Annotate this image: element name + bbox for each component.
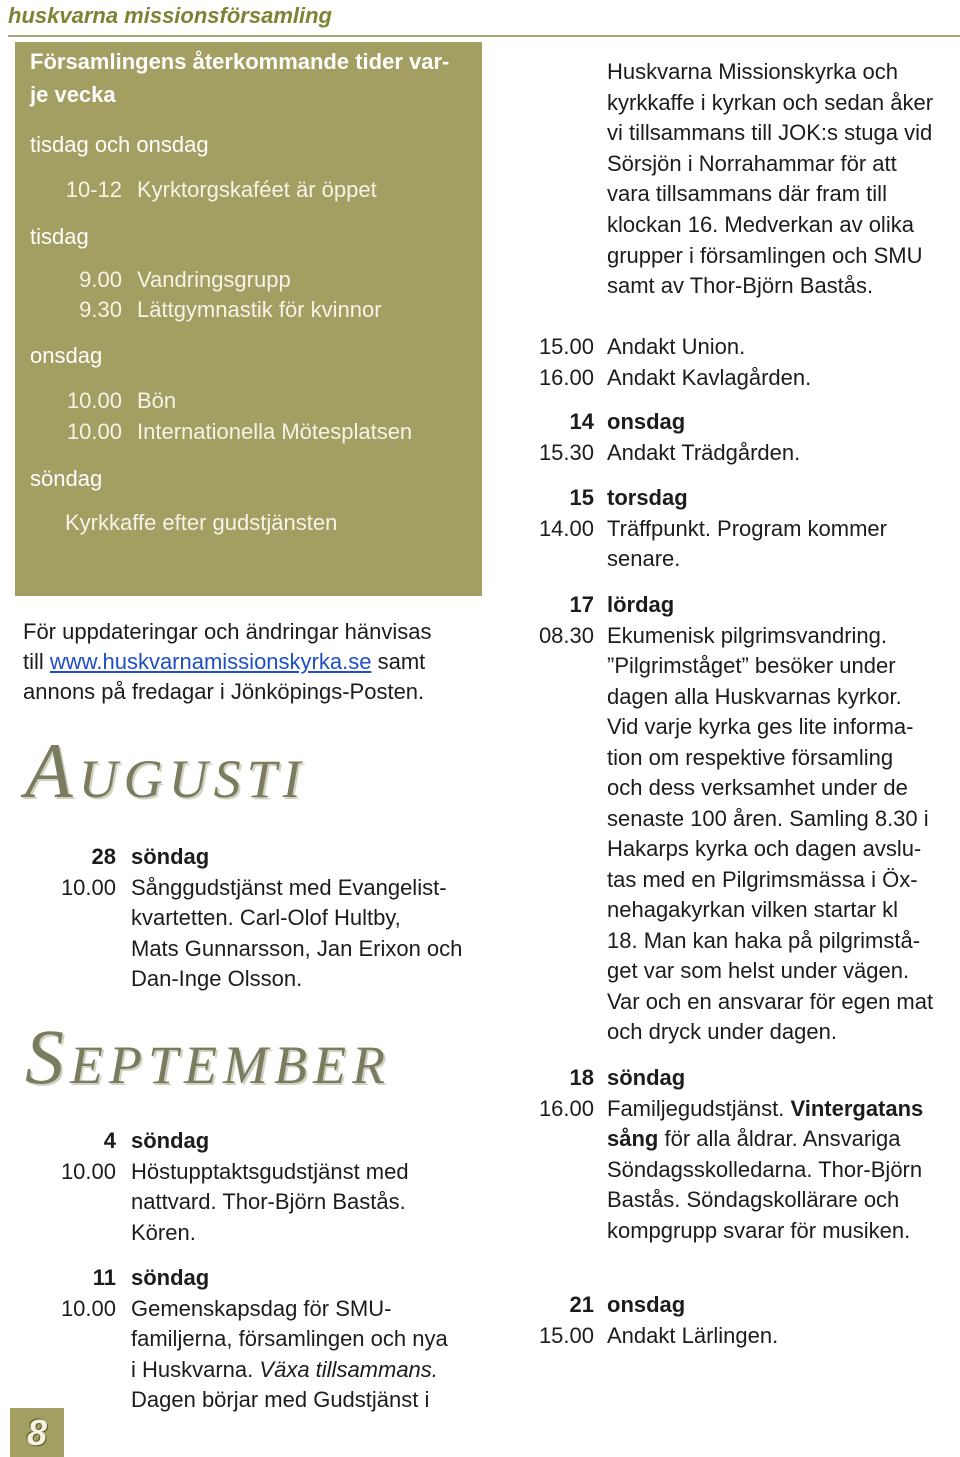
event	[480, 363, 811, 394]
event-line	[607, 1094, 923, 1125]
notice-text: till	[23, 649, 44, 674]
day-number: 17	[569, 592, 594, 617]
event-time: 15.00	[538, 334, 594, 359]
weekday: lördag	[607, 592, 675, 617]
recurring-item-time: 10.00	[66, 388, 122, 413]
day-header	[0, 1126, 409, 1157]
recurring-item	[15, 386, 176, 416]
event-line: Träffpunkt. Program kommer	[607, 515, 887, 541]
recurring-day: tisdag och onsdag	[30, 132, 209, 157]
recurring-times-box	[15, 42, 482, 596]
day-number: 11	[92, 1265, 116, 1290]
notice-line	[23, 647, 431, 677]
event-line: senare.	[607, 546, 681, 571]
event-time: 15.00	[538, 1322, 594, 1348]
event-highlight: Vintergatans	[790, 1095, 924, 1121]
day-header	[480, 407, 800, 438]
event-line: kompgrupp svarar för musiken.	[607, 1217, 911, 1243]
event-line: Gemenskapsdag för SMU-	[131, 1295, 392, 1321]
event-text	[607, 363, 811, 394]
day-header	[0, 1263, 448, 1294]
recurring-item	[15, 175, 377, 205]
day-entry-11	[0, 1263, 448, 1416]
event-time: 10.00	[60, 1295, 116, 1321]
recurring-day: onsdag	[30, 343, 103, 368]
weekday: söndag	[131, 844, 210, 869]
event-line: Sånggudstjänst med Evangelist-	[131, 874, 447, 900]
event-time: 14.00	[538, 515, 594, 541]
weekday: torsdag	[607, 485, 688, 510]
event-line: familjerna, församlingen och nya	[131, 1326, 448, 1351]
event-line: Höstupptaktsgudstjänst med	[131, 1158, 409, 1184]
recurring-item-time: 9.00	[79, 267, 122, 292]
notice-line: För uppdateringar och ändringar hänvisas	[23, 619, 432, 644]
event	[480, 514, 887, 575]
recurring-item-text: Kyrktorgskaféet är öppet	[137, 177, 377, 202]
month-heading-august: AUGUSTI	[25, 727, 307, 814]
day-number: 28	[91, 844, 116, 869]
event-line: 18. Man kan haka på pilgrimstå-	[607, 927, 921, 953]
day-number: 4	[103, 1128, 116, 1153]
event-line: ”Pilgrimståget” besöker under	[607, 653, 896, 678]
event-line: Var och en ansvarar för egen mat	[607, 988, 934, 1014]
event	[480, 332, 811, 363]
event-line: vi tillsammans till JOK:s stuga vid	[607, 120, 933, 146]
day-number: 14	[569, 409, 594, 434]
event-line-text: för alla åldrar. Ansvariga	[664, 1126, 901, 1151]
update-notice	[23, 617, 431, 707]
event-line: Sörsjön i Norrahammar för att	[607, 150, 897, 176]
event-emphasis: Växa tillsammans.	[259, 1356, 438, 1382]
page-number: 8	[10, 1408, 64, 1457]
day-header	[0, 842, 462, 873]
day-entry-18	[480, 1063, 923, 1246]
day-entry-11-more	[480, 332, 811, 393]
event-line: Söndagsskolledarna. Thor-Björn	[607, 1156, 923, 1182]
event-line: nehagakyrkan vilken startar kl	[607, 897, 899, 922]
day-header	[480, 1063, 923, 1094]
event-line: Mats Gunnarsson, Jan Erixon och	[131, 935, 463, 961]
event-line: Dagen börjar med Gudstjänst i	[131, 1387, 430, 1412]
event-line: Bastås. Söndagskollärare och	[607, 1187, 900, 1212]
event-line: Andakt Lärlingen.	[607, 1322, 779, 1348]
event-line: tion om respektive församling	[607, 744, 894, 770]
event-time: 15.30	[538, 439, 594, 465]
event-highlight: sång	[607, 1126, 659, 1151]
weekday: onsdag	[607, 409, 686, 434]
event-text	[607, 1321, 778, 1352]
header-rule	[8, 35, 960, 37]
recurring-item	[15, 417, 412, 447]
day-header	[480, 483, 887, 514]
event-line	[131, 1355, 448, 1386]
event	[480, 1094, 923, 1247]
event-time: 16.00	[538, 364, 594, 390]
event-line-text: i Huskvarna.	[131, 1356, 254, 1382]
recurring-item-time: 9.30	[79, 297, 122, 322]
recurring-day: tisdag	[30, 224, 89, 249]
event-line	[607, 1124, 923, 1155]
event-line: dagen alla Huskvarnas kyrkor.	[607, 683, 902, 709]
event-line: och dess verksamhet under de	[607, 775, 908, 800]
notice-line: annons på fredagar i Jönköpings-Posten.	[23, 679, 425, 704]
event-line: Vid varje kyrka ges lite informa-	[607, 714, 914, 739]
recurring-title: je vecka	[30, 82, 116, 107]
event	[480, 621, 933, 1048]
event-text	[607, 332, 745, 363]
event	[0, 1157, 409, 1249]
event-line: och dryck under dagen.	[607, 1019, 837, 1044]
event	[480, 1321, 778, 1352]
day-entry-21	[480, 1290, 778, 1351]
weekday: onsdag	[607, 1292, 686, 1317]
recurring-item-text: Vandringsgrupp	[137, 267, 291, 292]
month-heading-september: SEPTEMBER	[25, 1013, 391, 1100]
day-header	[480, 590, 933, 621]
event-line: Andakt Union.	[607, 334, 746, 359]
event-time: 10.00	[60, 1158, 116, 1184]
website-link[interactable]: www.huskvarnamissionskyrka.se	[49, 649, 372, 674]
day-entry-17	[480, 590, 933, 1048]
event	[0, 1294, 448, 1416]
weekday: söndag	[131, 1265, 210, 1290]
event-time: 08.30	[538, 622, 594, 648]
weekday: söndag	[607, 1065, 686, 1090]
event-line-text: Familjegudstjänst.	[607, 1095, 785, 1121]
event-line: Hakarps kyrka och dagen avslu-	[607, 836, 922, 861]
event-line: Dan-Inge Olsson.	[131, 966, 303, 991]
event-line: Kören.	[131, 1219, 196, 1245]
day-number: 15	[569, 485, 594, 510]
notice-text: samt	[377, 649, 426, 674]
recurring-item	[15, 295, 382, 325]
event-text	[607, 514, 887, 575]
event-time: 16.00	[538, 1095, 594, 1121]
recurring-item-text: Bön	[137, 388, 177, 413]
event-line: grupper i församlingen och SMU	[607, 242, 923, 268]
event-line: samt av Thor-Björn Bastås.	[607, 273, 874, 299]
event-text	[607, 621, 933, 1048]
recurring-item-text: Internationella Mötesplatsen	[137, 419, 413, 444]
event-line: vara tillsammans där fram till	[607, 181, 887, 207]
event-text	[607, 438, 800, 469]
recurring-item	[15, 265, 291, 295]
site-title: huskvarna missionsförsamling	[8, 3, 332, 28]
event-text	[131, 1294, 448, 1416]
day-entry-14	[480, 407, 800, 468]
event-line: kvartetten. Carl-Olof Hultby,	[131, 905, 401, 930]
event-line: get var som helst under vägen.	[607, 958, 910, 983]
day-number: 18	[569, 1065, 594, 1090]
event	[480, 438, 800, 469]
day-entry-28	[0, 842, 462, 995]
day-header	[480, 1290, 778, 1321]
day-entry-15	[480, 483, 887, 575]
event-line: nattvard. Thor-Björn Bastås.	[131, 1189, 406, 1214]
event-line: Huskvarna Missionskyrka och	[607, 59, 898, 84]
event-time: 10.00	[60, 874, 116, 900]
weekday: söndag	[131, 1128, 210, 1153]
recurring-item-time: 10-12	[65, 177, 122, 202]
event	[0, 873, 462, 995]
recurring-day: söndag	[30, 466, 103, 491]
event-text	[607, 1094, 923, 1247]
recurring-item-time: 10.00	[66, 419, 122, 444]
event-continued	[607, 57, 933, 302]
event-text	[131, 1157, 409, 1249]
event-line: senaste 100 åren. Samling 8.30 i	[607, 805, 929, 831]
event-text	[131, 873, 462, 995]
event-line: Andakt Kavlagården.	[607, 364, 812, 390]
day-entry-4	[0, 1126, 409, 1248]
recurring-note: Kyrkkaffe efter gudstjänsten	[65, 510, 338, 535]
day-number: 21	[569, 1292, 594, 1317]
event-line: Andakt Trädgården.	[607, 439, 801, 465]
recurring-title: Församlingens återkommande tider var-	[30, 49, 450, 74]
recurring-item-text: Lättgymnastik för kvinnor	[137, 297, 382, 322]
event-line: Ekumenisk pilgrimsvandring.	[607, 622, 887, 648]
event-line: kyrkkaffe i kyrkan och sedan åker	[607, 89, 934, 115]
event-line: klockan 16. Medverkan av olika	[607, 211, 914, 237]
event-line: tas med en Pilgrimsmässa i Öx-	[607, 866, 918, 892]
